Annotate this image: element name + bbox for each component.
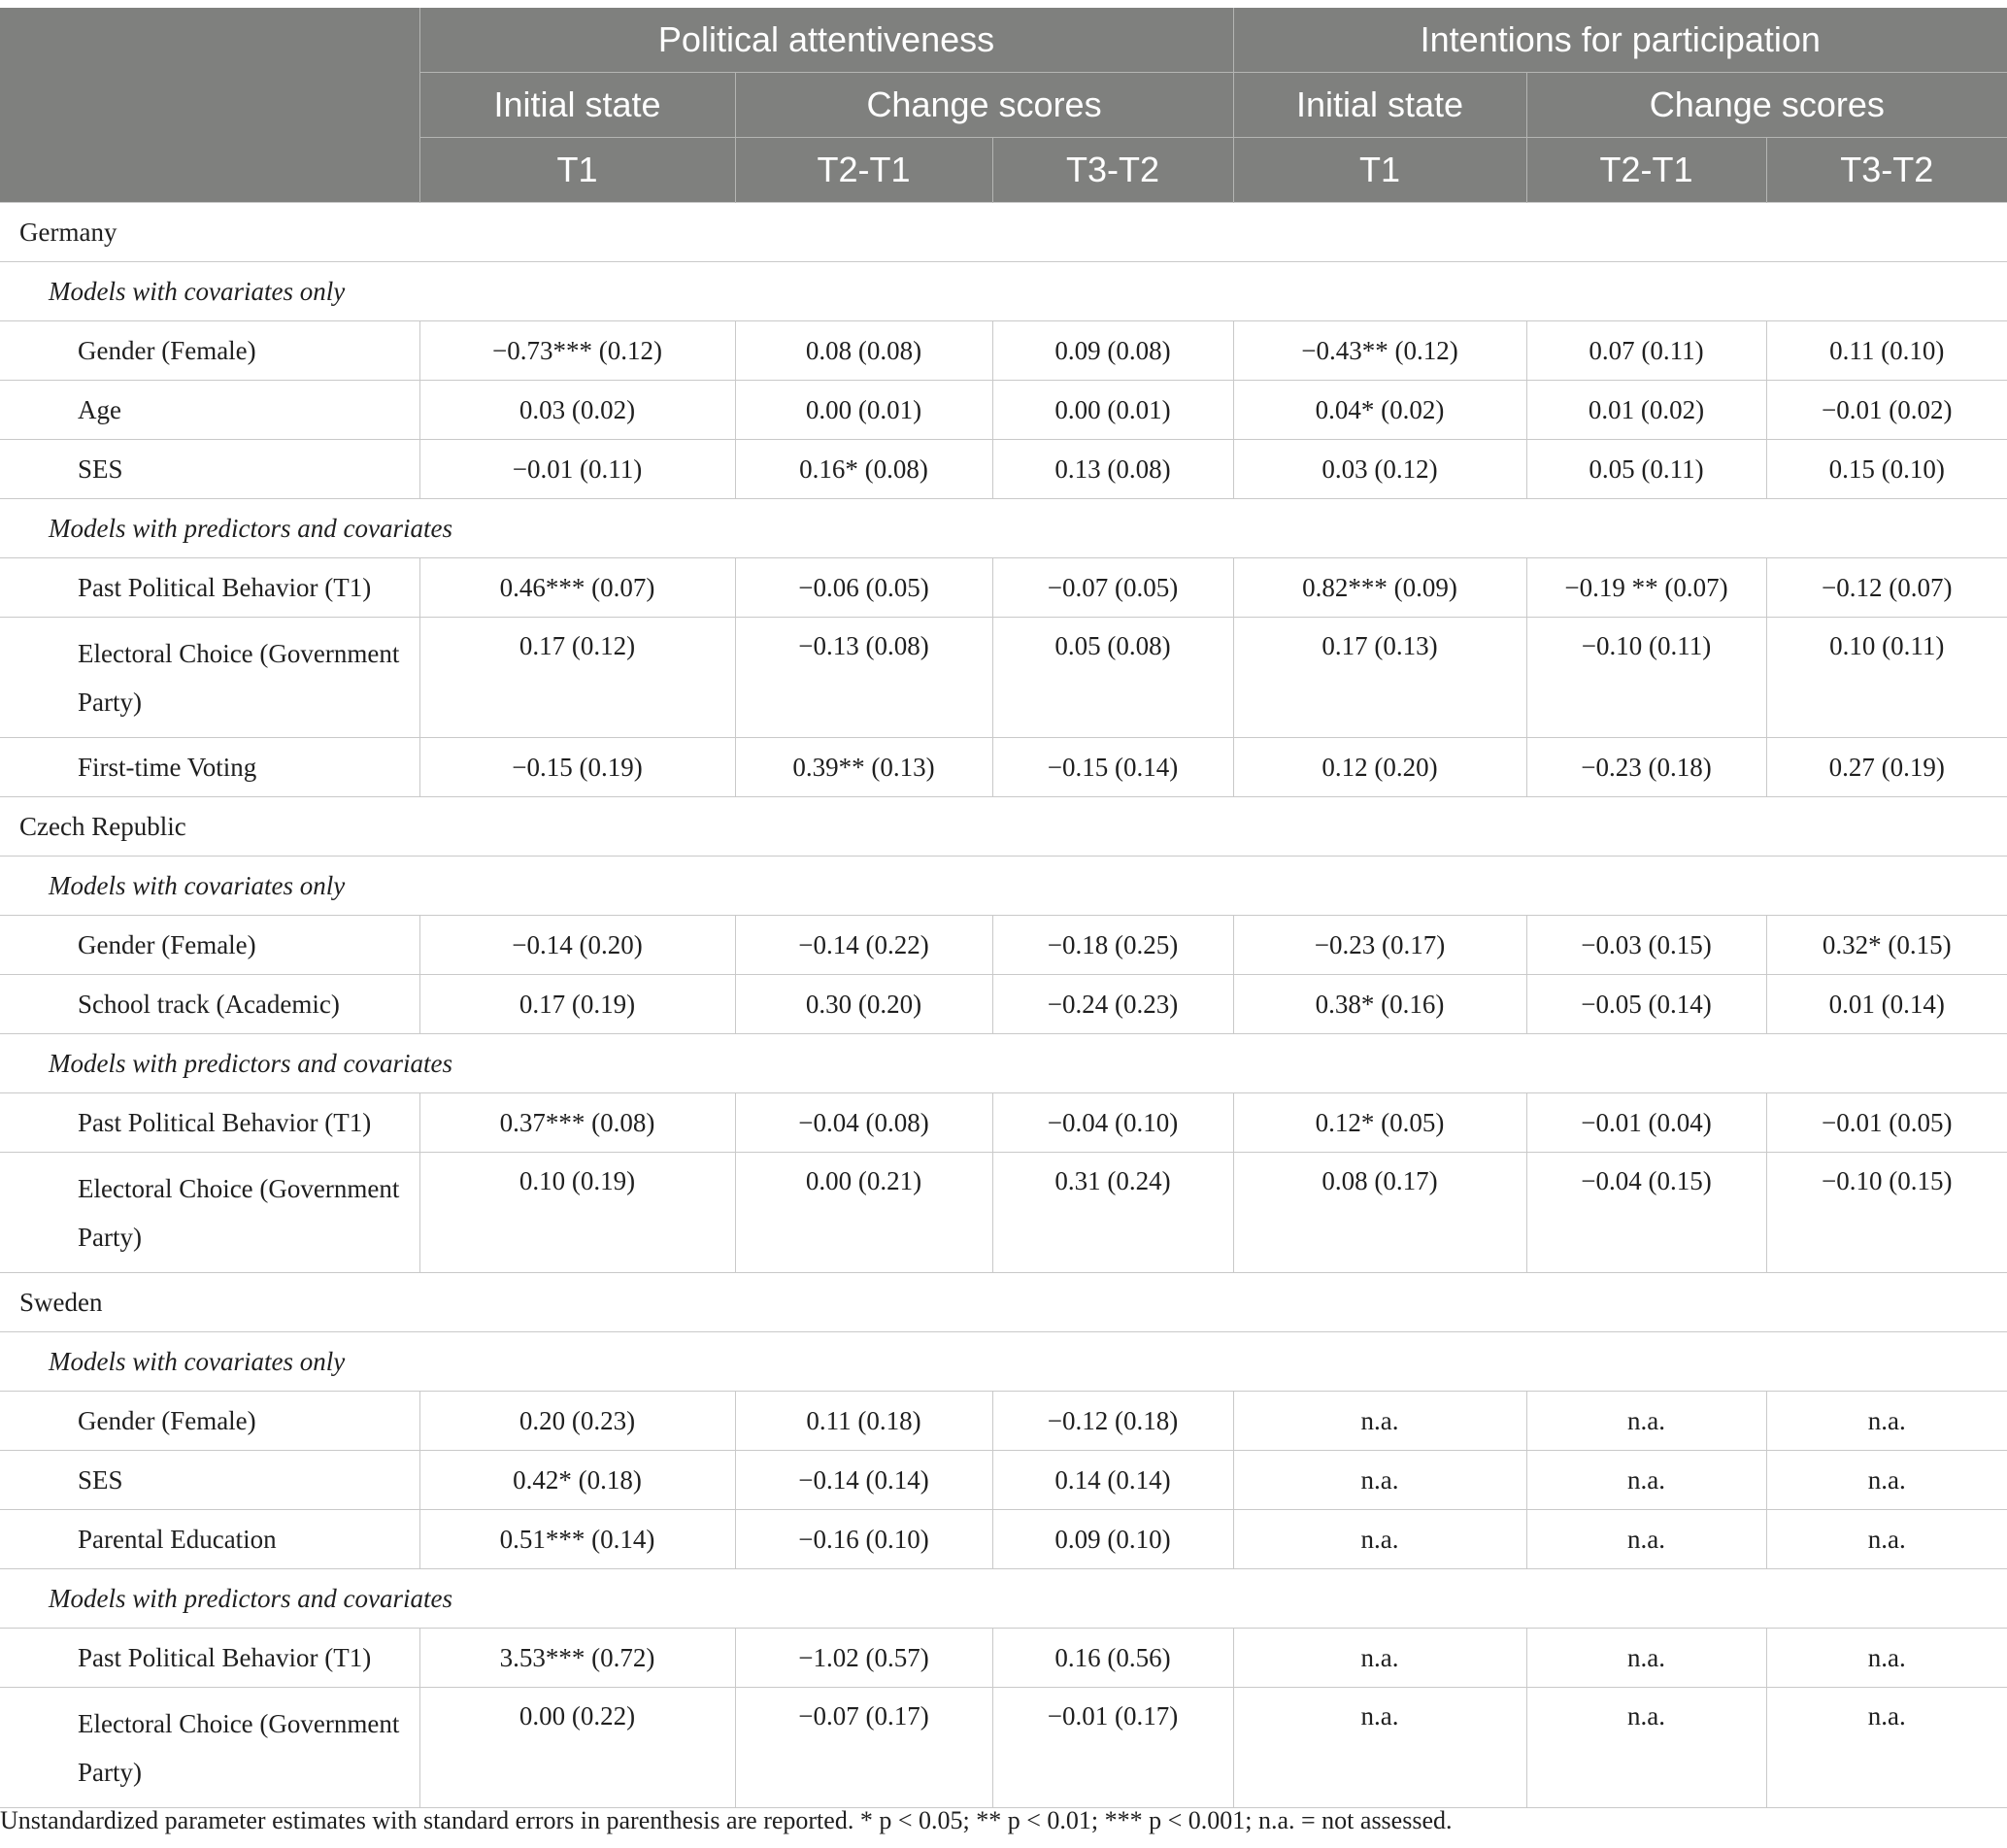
header-time-t1: T1 [1233,138,1526,203]
table-cell: −0.14 (0.14) [735,1451,992,1510]
table-cell: 0.20 (0.23) [419,1392,735,1451]
table-cell: 0.12* (0.05) [1233,1093,1526,1153]
table-cell: −0.04 (0.15) [1526,1153,1766,1273]
header-time-t2-t1: T2-T1 [1526,138,1766,203]
table-cell: 0.10 (0.19) [419,1153,735,1273]
table-body [0,203,2007,1808]
row-label: Electoral Choice (Government Party) [0,1688,419,1808]
table-cell: −1.02 (0.57) [735,1629,992,1688]
table-cell: n.a. [1766,1629,2007,1688]
subsection-row [0,1034,2007,1093]
table-cell: 0.32* (0.15) [1766,916,2007,975]
table-cell: 0.05 (0.08) [992,618,1233,738]
header-group-political-attentiveness: Political attentiveness [419,8,1233,73]
table-cell: −0.01 (0.02) [1766,381,2007,440]
row-label: Past Political Behavior (T1) [0,558,419,618]
section-row [0,1273,2007,1332]
header-time-t3-t2: T3-T2 [992,138,1233,203]
subsection-row [0,1569,2007,1629]
table-cell: 0.09 (0.08) [992,321,1233,381]
table-cell: 0.13 (0.08) [992,440,1233,499]
table-row [0,1510,2007,1569]
subsection-label: Models with covariates only [0,857,2007,916]
subsection-row [0,499,2007,558]
table-cell: 0.03 (0.12) [1233,440,1526,499]
table-cell: n.a. [1233,1510,1526,1569]
section-row [0,797,2007,857]
table-cell: 0.05 (0.11) [1526,440,1766,499]
table-cell: 0.11 (0.10) [1766,321,2007,381]
table-cell: n.a. [1766,1451,2007,1510]
table-cell: −0.10 (0.15) [1766,1153,2007,1273]
table-cell: −0.01 (0.05) [1766,1093,2007,1153]
table-cell: 0.51*** (0.14) [419,1510,735,1569]
table-cell: 0.82*** (0.09) [1233,558,1526,618]
table-footnote: Unstandardized parameter estimates with standard errors in parenthesis are reported. * p < 0.05; ** p < 0.01; *** p < 0.001; n.a. = not assessed. [0,1806,1453,1834]
table-row [0,1629,2007,1688]
table-cell: −0.06 (0.05) [735,558,992,618]
table-row [0,916,2007,975]
header-subgroup-initial-state: Initial state [419,73,735,138]
table-cell: −0.01 (0.17) [992,1688,1233,1808]
table-row [0,381,2007,440]
header-time-t2-t1: T2-T1 [735,138,992,203]
table-cell: 0.30 (0.20) [735,975,992,1034]
table-cell: 0.08 (0.17) [1233,1153,1526,1273]
section-label: Germany [0,203,2007,262]
row-label: SES [0,1451,419,1510]
table-row [0,1688,2007,1808]
table-cell: 0.08 (0.08) [735,321,992,381]
table-cell: −0.12 (0.07) [1766,558,2007,618]
table-cell: 0.37*** (0.08) [419,1093,735,1153]
table-cell: 0.01 (0.14) [1766,975,2007,1034]
table-cell: −0.03 (0.15) [1526,916,1766,975]
subsection-label: Models with predictors and covariates [0,1569,2007,1629]
table-cell: 0.11 (0.18) [735,1392,992,1451]
header-subgroup-initial-state: Initial state [1233,73,1526,138]
results-table [0,8,2007,1808]
header-row-groups [0,8,2007,73]
table-cell: −0.15 (0.19) [419,738,735,797]
table-cell: 0.38* (0.16) [1233,975,1526,1034]
table-cell: 0.39** (0.13) [735,738,992,797]
subsection-label: Models with predictors and covariates [0,1034,2007,1093]
table-cell: n.a. [1766,1510,2007,1569]
header-time-t1: T1 [419,138,735,203]
table-cell: −0.14 (0.20) [419,916,735,975]
table-cell: −0.23 (0.17) [1233,916,1526,975]
table-row [0,321,2007,381]
subsection-label: Models with predictors and covariates [0,499,2007,558]
row-label: Parental Education [0,1510,419,1569]
subsection-row [0,857,2007,916]
table-cell: −0.07 (0.05) [992,558,1233,618]
table-row [0,1392,2007,1451]
table-cell: n.a. [1526,1688,1766,1808]
row-label: Gender (Female) [0,1392,419,1451]
section-label: Sweden [0,1273,2007,1332]
row-label: Electoral Choice (Government Party) [0,1153,419,1273]
row-label: First-time Voting [0,738,419,797]
table-cell: n.a. [1233,1451,1526,1510]
subsection-label: Models with covariates only [0,1332,2007,1392]
table-cell: 0.17 (0.13) [1233,618,1526,738]
table-cell: 0.03 (0.02) [419,381,735,440]
table-cell: 0.00 (0.01) [992,381,1233,440]
table-cell: n.a. [1766,1688,2007,1808]
table-cell: n.a. [1233,1392,1526,1451]
row-label: Past Political Behavior (T1) [0,1629,419,1688]
table-cell: 0.01 (0.02) [1526,381,1766,440]
table-cell: 0.16* (0.08) [735,440,992,499]
header-group-intentions-for-participation: Intentions for participation [1233,8,2007,73]
table-row [0,558,2007,618]
table-cell: −0.12 (0.18) [992,1392,1233,1451]
table-cell: −0.16 (0.10) [735,1510,992,1569]
table-cell: −0.18 (0.25) [992,916,1233,975]
table-cell: 0.17 (0.19) [419,975,735,1034]
table-cell: −0.23 (0.18) [1526,738,1766,797]
row-label: Gender (Female) [0,916,419,975]
table-cell: n.a. [1766,1392,2007,1451]
table-cell: n.a. [1233,1688,1526,1808]
table-row [0,738,2007,797]
table-cell: 0.42* (0.18) [419,1451,735,1510]
table-cell: 0.00 (0.22) [419,1688,735,1808]
table-cell: 0.46*** (0.07) [419,558,735,618]
table-cell: −0.24 (0.23) [992,975,1233,1034]
row-label: Age [0,381,419,440]
table-cell: −0.04 (0.08) [735,1093,992,1153]
row-label: Gender (Female) [0,321,419,381]
table-cell: n.a. [1526,1451,1766,1510]
table-cell: −0.07 (0.17) [735,1688,992,1808]
subsection-label: Models with covariates only [0,262,2007,321]
table-cell: n.a. [1233,1629,1526,1688]
table-cell: −0.05 (0.14) [1526,975,1766,1034]
table-cell: 0.27 (0.19) [1766,738,2007,797]
row-label: SES [0,440,419,499]
table-cell: 0.00 (0.21) [735,1153,992,1273]
table-cell: 0.00 (0.01) [735,381,992,440]
table-cell: −0.19 ** (0.07) [1526,558,1766,618]
table-cell: n.a. [1526,1392,1766,1451]
table-header [0,8,2007,203]
table-cell: −0.04 (0.10) [992,1093,1233,1153]
table-cell: −0.13 (0.08) [735,618,992,738]
table-cell: 0.15 (0.10) [1766,440,2007,499]
table-row [0,1451,2007,1510]
table-cell: 3.53*** (0.72) [419,1629,735,1688]
table-cell: −0.15 (0.14) [992,738,1233,797]
header-corner [0,8,419,203]
header-time-t3-t2: T3-T2 [1766,138,2007,203]
table-row [0,618,2007,738]
table-cell: −0.01 (0.04) [1526,1093,1766,1153]
section-row [0,203,2007,262]
section-label: Czech Republic [0,797,2007,857]
table-cell: 0.31 (0.24) [992,1153,1233,1273]
table-row [0,1093,2007,1153]
table-cell: 0.16 (0.56) [992,1629,1233,1688]
table-row [0,440,2007,499]
table-cell: n.a. [1526,1510,1766,1569]
table-cell: 0.04* (0.02) [1233,381,1526,440]
subsection-row [0,1332,2007,1392]
table-cell: −0.14 (0.22) [735,916,992,975]
row-label: School track (Academic) [0,975,419,1034]
subsection-row [0,262,2007,321]
table-cell: 0.10 (0.11) [1766,618,2007,738]
table-cell: 0.14 (0.14) [992,1451,1233,1510]
row-label: Past Political Behavior (T1) [0,1093,419,1153]
table-cell: 0.07 (0.11) [1526,321,1766,381]
table-row [0,1153,2007,1273]
table-cell: 0.12 (0.20) [1233,738,1526,797]
header-subgroup-change-scores: Change scores [735,73,1233,138]
table-cell: −0.43** (0.12) [1233,321,1526,381]
table-cell: 0.17 (0.12) [419,618,735,738]
row-label: Electoral Choice (Government Party) [0,618,419,738]
table-cell: −0.73*** (0.12) [419,321,735,381]
table-cell: −0.01 (0.11) [419,440,735,499]
table-cell: 0.09 (0.10) [992,1510,1233,1569]
header-subgroup-change-scores: Change scores [1526,73,2007,138]
table-row [0,975,2007,1034]
table-cell: −0.10 (0.11) [1526,618,1766,738]
table-cell: n.a. [1526,1629,1766,1688]
